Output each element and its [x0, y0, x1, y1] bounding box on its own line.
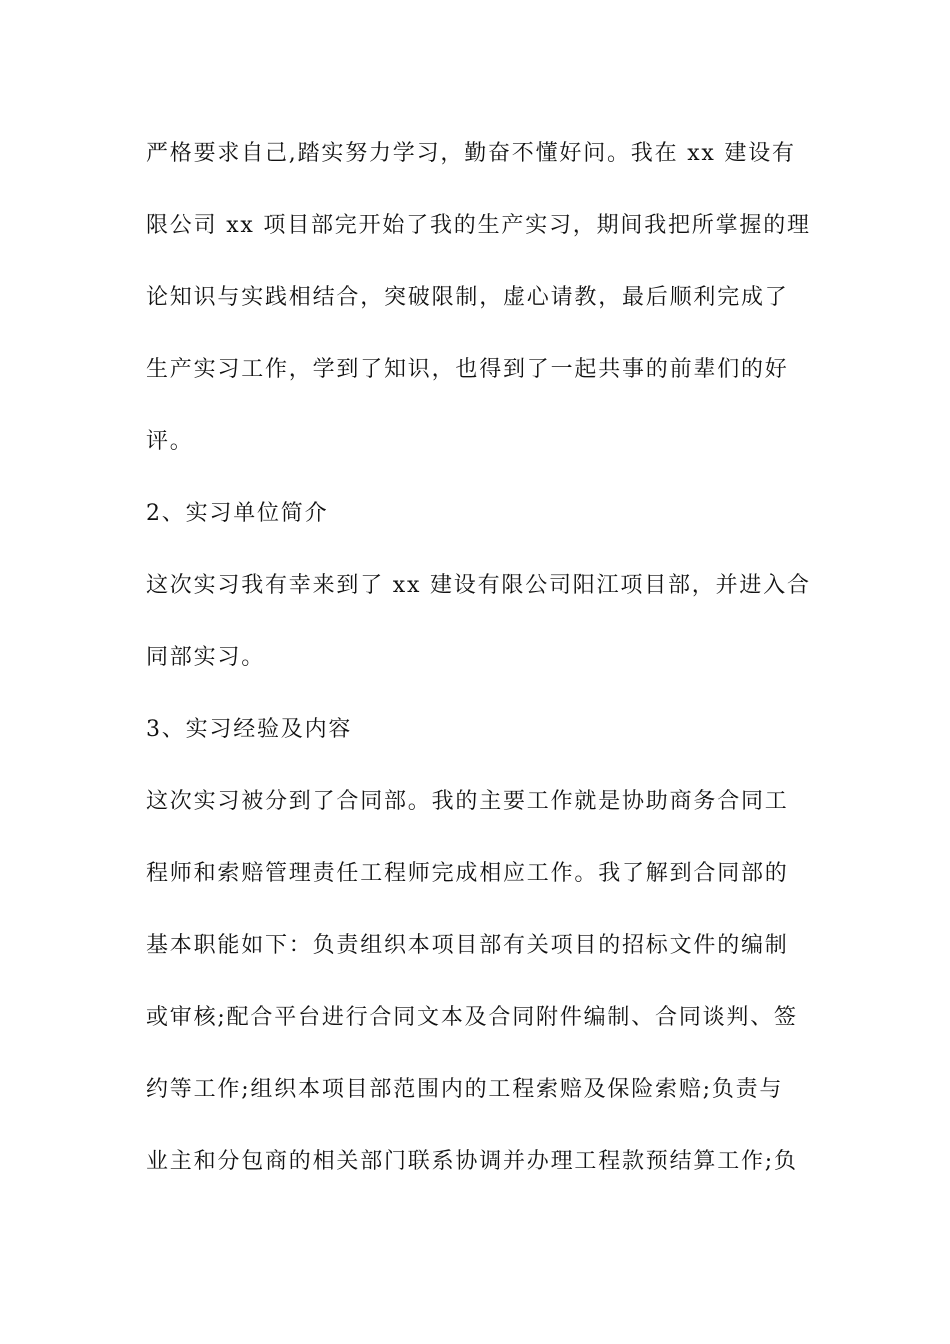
paragraph-line: 或审核;配合平台进行合同文本及合同附件编制、合同谈判、签: [146, 1005, 798, 1030]
section-heading: 3、实习经验及内容: [146, 717, 353, 742]
paragraph-line: 评。: [146, 429, 194, 454]
paragraph-line: 基本职能如下：负责组织本项目部有关项目的招标文件的编制: [146, 933, 789, 958]
paragraph-line: 这次实习被分到了合同部。我的主要工作就是协助商务合同工: [146, 789, 789, 814]
document-body: [146, 130, 811, 1210]
paragraph-line: 论知识与实践相结合，突破限制，虚心请教，最后顺利完成了: [146, 285, 789, 310]
paragraph-line: 限公司 xx 项目部完开始了我的生产实习，期间我把所掌握的理: [146, 213, 811, 238]
paragraph-line: 程师和索赔管理责任工程师完成相应工作。我了解到合同部的: [146, 861, 789, 886]
paragraph-line: 约等工作;组织本项目部范围内的工程索赔及保险索赔;负责与: [146, 1077, 784, 1102]
paragraph-line: 业主和分包商的相关部门联系协调并办理工程款预结算工作;负: [146, 1149, 798, 1174]
paragraph-line: 这次实习我有幸来到了 xx 建设有限公司阳江项目部，并进入合: [146, 573, 811, 598]
section-heading: 2、实习单位简介: [146, 501, 329, 526]
paragraph-line: 同部实习。: [146, 645, 266, 670]
paragraph-line: 生产实习工作，学到了知识，也得到了一起共事的前辈们的好: [146, 357, 789, 382]
paragraph-line: 严格要求自己,踏实努力学习，勤奋不懂好问。我在 xx 建设有: [146, 141, 796, 166]
